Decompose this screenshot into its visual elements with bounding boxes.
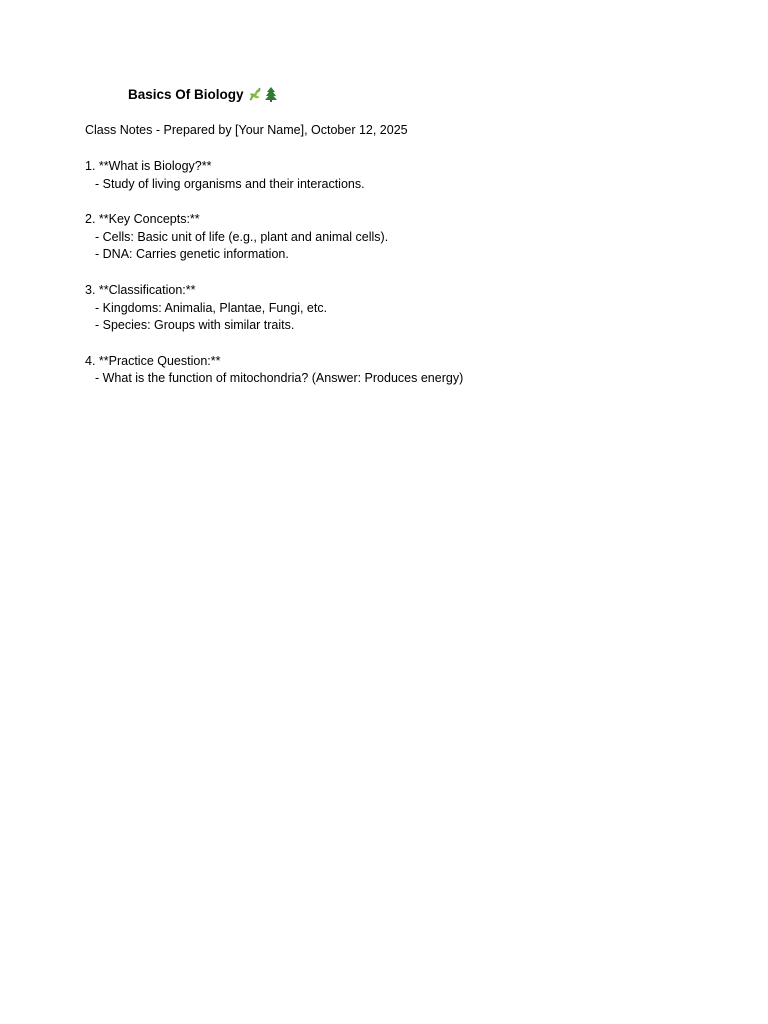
title-icons [247, 86, 279, 102]
section-1-item-1: - Study of living organisms and their interactions. [95, 177, 365, 191]
section-3-item-2: - Species: Groups with similar traits. [95, 318, 295, 332]
document-title: Basics Of Biology [128, 86, 244, 102]
herb-icon [247, 86, 263, 102]
section-heading-4: 4. **Practice Question:** [85, 354, 221, 368]
evergreen-tree-icon [263, 86, 279, 102]
section-heading-3: 3. **Classification:** [85, 283, 196, 297]
title-row [128, 86, 279, 102]
section-4-item-1: - What is the function of mitochondria? (Answer: Produces energy) [95, 371, 464, 385]
section-2-item-2: - DNA: Carries genetic information. [95, 247, 289, 261]
section-heading-2: 2. **Key Concepts:** [85, 212, 200, 226]
document-subtitle: Class Notes - Prepared by [Your Name], October 12, 2025 [85, 123, 408, 137]
section-3-item-1: - Kingdoms: Animalia, Plantae, Fungi, etc. [95, 301, 328, 315]
section-2-item-1: - Cells: Basic unit of life (e.g., plant and animal cells). [95, 230, 389, 244]
section-heading-1: 1. **What is Biology?** [85, 159, 212, 173]
